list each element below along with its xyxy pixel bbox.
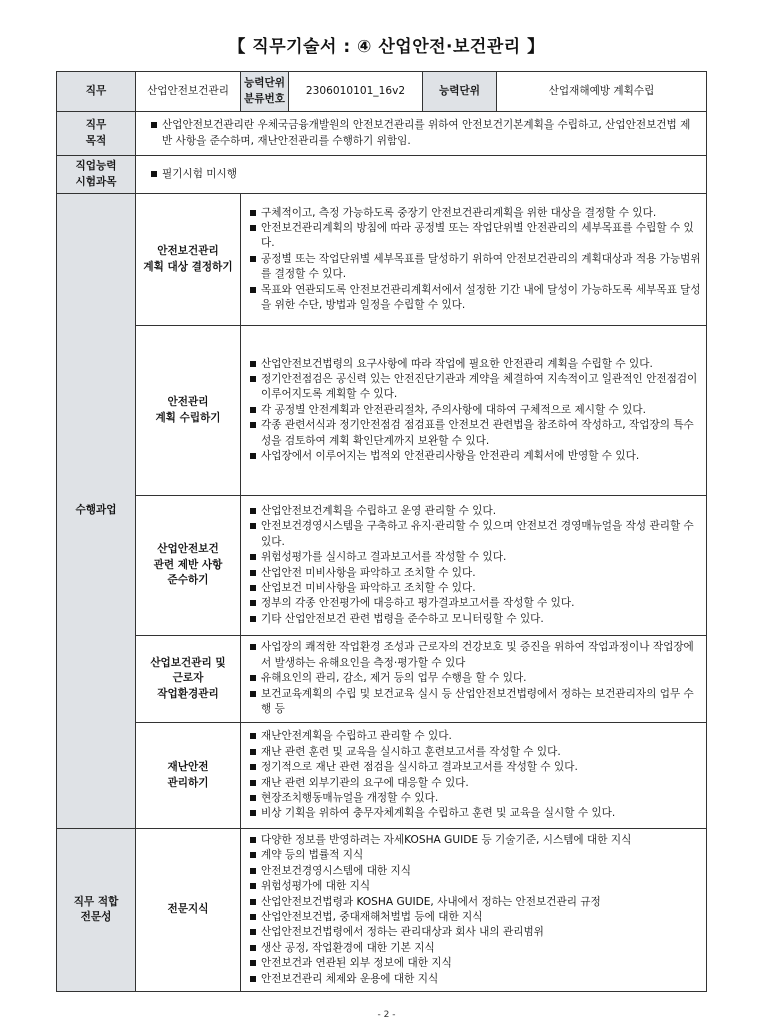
list-item: 안전보건과 연관된 외부 정보에 대한 지식 — [249, 956, 702, 971]
list-item: 산업안전보건관리란 우체국금융개발원의 안전보건관리를 위하여 안전보건기본계획을 수립하고, 산업안전보건법 제반 사항을 준수하며, 재난안전관리를 수행하기 위함임. — [150, 118, 696, 149]
job-description-table — [56, 71, 707, 992]
competency-row — [57, 829, 707, 992]
task-compliance-content — [241, 496, 707, 636]
job-label: 직무 — [57, 72, 136, 112]
list-item: 재난안전계획을 수립하고 관리할 수 있다. — [249, 729, 702, 744]
task-row — [57, 194, 707, 326]
list-item: 각종 관련서식과 정기안전점검 점검표를 안전보건 관련법을 참조하여 작성하고, 작업장의 특수성을 검토하여 계획 확인단계까지 보완할 수 있다. — [249, 418, 702, 449]
task-disaster-safety-content — [241, 723, 707, 829]
list-item: 계약 등의 법률적 지식 — [249, 848, 702, 863]
list-item: 정기안전점검은 공신력 있는 안전진단기관과 계약을 체결하여 지속적이고 일관적인 안전점검이 이루어지도록 계획할 수 있다. — [249, 372, 702, 403]
task-compliance-name: 산업안전보건 관련 제반 사항 준수하기 — [136, 496, 241, 636]
exam-label: 직업능력 시험과목 — [57, 156, 136, 194]
purpose-content — [136, 112, 707, 156]
exam-row — [57, 156, 707, 194]
task-health-environment-content — [241, 636, 707, 723]
list-item: 안전보건경영시스템에 대한 지식 — [249, 864, 702, 879]
knowledge-name: 전문지식 — [136, 829, 241, 992]
page-number: - 2 - — [377, 1010, 396, 1020]
list-item: 위험성평가를 실시하고 결과보고서를 작성할 수 있다. — [249, 550, 702, 565]
list-item: 산업안전 미비사항을 파악하고 조치할 수 있다. — [249, 566, 702, 581]
unit-label: 능력단위 — [423, 72, 497, 112]
task-health-environment-name: 산업보건관리 및 근로자 작업환경관리 — [136, 636, 241, 723]
knowledge-list — [241, 832, 706, 988]
list-item: 비상 기획을 위하여 충무자체계획을 수립하고 훈련 및 교육을 실시할 수 있다. — [249, 806, 702, 821]
list-item: 안전보건관리 체제와 운용에 대한 지식 — [249, 972, 702, 987]
tasks-label: 수행과업 — [57, 194, 136, 829]
list-item: 필기시험 미시행 — [150, 167, 696, 182]
list-item: 공정별 또는 작업단위별 세부목표를 달성하기 위하여 안전보건관리의 계획대상과 적용 가능범위를 결정할 수 있다. — [249, 252, 702, 283]
knowledge-content — [241, 829, 707, 992]
unit-value: 산업재해예방 계획수립 — [497, 72, 707, 112]
competency-label: 직무 적합 전문성 — [57, 829, 136, 992]
list-item: 목표와 연관되도록 안전보건관리계획서에서 설정한 기간 내에 달성이 가능하도록 세부목표 달성을 위한 수단, 방법과 일정을 수립할 수 있다. — [249, 283, 702, 314]
task-item-list — [241, 639, 706, 718]
task-item-list — [241, 728, 706, 822]
task-plan-target-content — [241, 194, 707, 326]
unit-code-label: 능력단위 분류번호 — [241, 72, 289, 112]
list-item: 사업장의 쾌적한 작업환경 조성과 근로자의 건강보호 및 증진을 위하여 작업과정이나 작업장에서 발생하는 유해요인을 측정·평가할 수 있다 — [249, 640, 702, 671]
list-item: 산업안전보건법령과 KOSHA GUIDE, 사내에서 정하는 안전보건관리 규정 — [249, 895, 702, 910]
exam-list — [142, 166, 700, 183]
list-item: 산업안전보건법, 중대재해처벌법 등에 대한 지식 — [249, 910, 702, 925]
job-value: 산업안전보건관리 — [136, 72, 241, 112]
list-item: 정기적으로 재난 관련 점검을 실시하고 결과보고서를 작성할 수 있다. — [249, 760, 702, 775]
document-title: 【 직무기술서 : ④ 산업안전·보건관리 】 — [228, 37, 545, 57]
list-item: 안전보건경영시스템을 구축하고 유지·관리할 수 있으며 안전보건 경영매뉴얼을 작성 관리할 수 있다. — [249, 519, 702, 550]
exam-content — [136, 156, 707, 194]
list-item: 산업안전보건법령의 요구사항에 따라 작업에 필요한 안전관리 계획을 수립할 수 있다. — [249, 357, 702, 372]
list-item: 산업보건 미비사항을 파악하고 조치할 수 있다. — [249, 581, 702, 596]
list-item: 안전보건관리계획의 방침에 따라 공정별 또는 작업단위별 안전관리의 세부목표를 수립할 수 있다. — [249, 221, 702, 252]
list-item: 다양한 정보를 반영하려는 자세KOSHA GUIDE 등 기술기준, 시스템에 대한 지식 — [249, 833, 702, 848]
list-item: 사업장에서 이루어지는 법적외 안전관리사항을 안전관리 계획서에 반영할 수 있다. — [249, 449, 702, 464]
task-row — [57, 636, 707, 723]
task-row — [57, 496, 707, 636]
list-item: 재난 관련 훈련 및 교육을 실시하고 훈련보고서를 작성할 수 있다. — [249, 745, 702, 760]
list-item: 유해요인의 관리, 감소, 제거 등의 업무 수행을 할 수 있다. — [249, 671, 702, 686]
task-item-list — [241, 356, 706, 466]
list-item: 재난 관련 외부기관의 요구에 대응할 수 있다. — [249, 776, 702, 791]
task-row — [57, 723, 707, 829]
list-item: 정부의 각종 안전평가에 대응하고 평가결과보고서를 작성할 수 있다. — [249, 596, 702, 611]
list-item: 각 공정별 안전계획과 안전관리절차, 주의사항에 대하여 구체적으로 제시할 수 있다. — [249, 403, 702, 418]
list-item: 보건교육계획의 수립 및 보건교육 실시 등 산업안전보건법령에서 정하는 보건관리자의 업무 수행 등 — [249, 687, 702, 718]
list-item: 기타 산업안전보건 관련 법령을 준수하고 모니터링할 수 있다. — [249, 612, 702, 627]
list-item: 위험성평가에 대한 지식 — [249, 879, 702, 894]
purpose-row — [57, 112, 707, 156]
task-disaster-safety-name: 재난안전 관리하기 — [136, 723, 241, 829]
task-row — [57, 326, 707, 496]
list-item: 산업안전보건계획을 수립하고 운영 관리할 수 있다. — [249, 504, 702, 519]
header-row — [57, 72, 707, 112]
task-plan-target-name: 안전보건관리 계획 대상 결정하기 — [136, 194, 241, 326]
list-item: 산업안전보건법령에서 정하는 관리대상과 회사 내의 관리범위 — [249, 925, 702, 940]
list-item: 구체적이고, 측정 가능하도록 중장기 안전보건관리계획을 위한 대상을 결정할 수 있다. — [249, 206, 702, 221]
purpose-list — [142, 117, 700, 150]
list-item: 생산 공정, 작업환경에 대한 기본 지식 — [249, 941, 702, 956]
list-item: 현장조치행동매뉴얼을 개정할 수 있다. — [249, 791, 702, 806]
task-item-list — [241, 205, 706, 315]
purpose-label: 직무 목적 — [57, 112, 136, 156]
task-safety-plan-content — [241, 326, 707, 496]
task-item-list — [241, 503, 706, 628]
unit-code-value: 2306010101_16v2 — [289, 72, 423, 112]
task-safety-plan-name: 안전관리 계획 수립하기 — [136, 326, 241, 496]
